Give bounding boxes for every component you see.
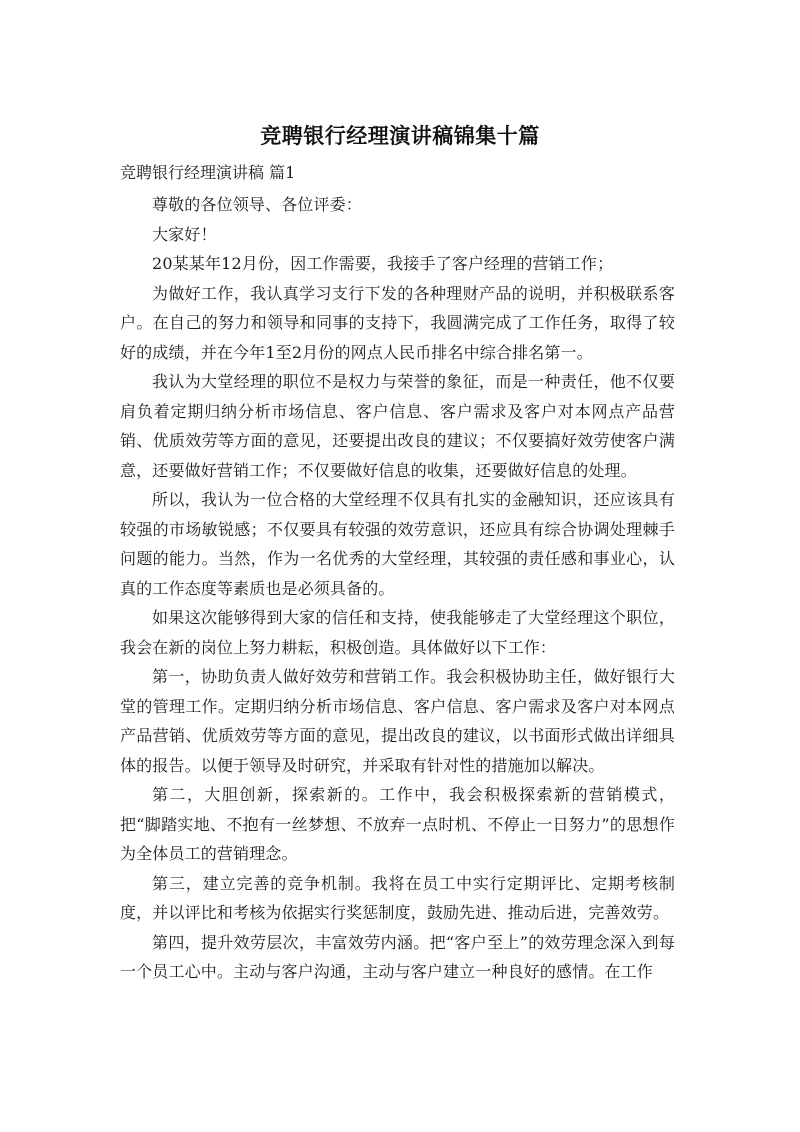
paragraph: 20某某年12月份，因工作需要，我接手了客户经理的营销工作； [152,254,614,273]
paragraph: 如果这次能够得到大家的信任和支持，使我能够走了大堂经理这个职位，我会在新的岗位上努力耕耘，积极创造。具体做好以下工作： [120,608,675,657]
paragraph: 为做好工作，我认真学习支行下发的各种理财产品的说明，并积极联系客户。在自己的努力和领导和同事的支持下，我圆满完成了工作任务，取得了较好的成绩，并在今年1至2月份的网点人民币排名中综合排名第一。 [120,283,675,362]
paragraph: 第二，大胆创新，探索新的。工作中，我会积极探索新的营销模式，把“脚踏实地、不抱有一丝梦想、不放弃一点时机、不停止一日努力”的思想作为全体员工的营销理念。 [120,785,675,863]
paragraph: 第三，建立完善的竞争机制。我将在员工中实行定期评比、定期考核制度，并以评比和考核为依据实行奖惩制度，鼓励先进、推动后进，完善效劳。 [120,873,675,922]
paragraph: 第一，协助负责人做好效劳和营销工作。我会积极协助主任，做好银行大堂的管理工作。定期归纳分析市场信息、客户信息、客户需求及客户对本网点产品营销、优质效劳等方面的意见，提出改良的建议，以书面形式做出详细具体的报告。以便于领导及时研究，并采取有针对性的措施加以解决。 [120,667,675,775]
paragraph: 我认为大堂经理的职位不是权力与荣誉的象征，而是一种责任，他不仅要肩负着定期归纳分析市场信息、客户信息、客户需求及客户对本网点产品营销、优质效劳等方面的意见，还要提出改良的建议；不仅要搞好效劳使客户满意，还要做好营销工作；不仅要做好信息的收集，还要做好信息的处理。 [120,372,675,480]
paragraph-greeting: 大家好！ [152,224,217,244]
section-heading: 竞聘银行经理演讲稿 篇1 [120,163,296,182]
paragraph-salutation: 尊敬的各位领导、各位评委： [152,195,362,214]
paragraph: 所以，我认为一位合格的大堂经理不仅具有扎实的金融知识，还应该具有较强的市场敏锐感；不仅要具有较强的效劳意识，还应具有综合协调处理棘手问题的能力。当然，作为一名优秀的大堂经理，其较强的责任感和事业心，认真的工作态度等素质也是必须具备的。 [120,490,675,598]
document-title: 竞聘银行经理演讲稿锦集十篇 [260,124,540,148]
document-body [120,190,675,987]
paragraph: 第四，提升效劳层次，丰富效劳内涵。把“客户至上”的效劳理念深入到每一个员工心中。主动与客户沟通，主动与客户建立一种良好的感情。在工作 [120,932,675,981]
